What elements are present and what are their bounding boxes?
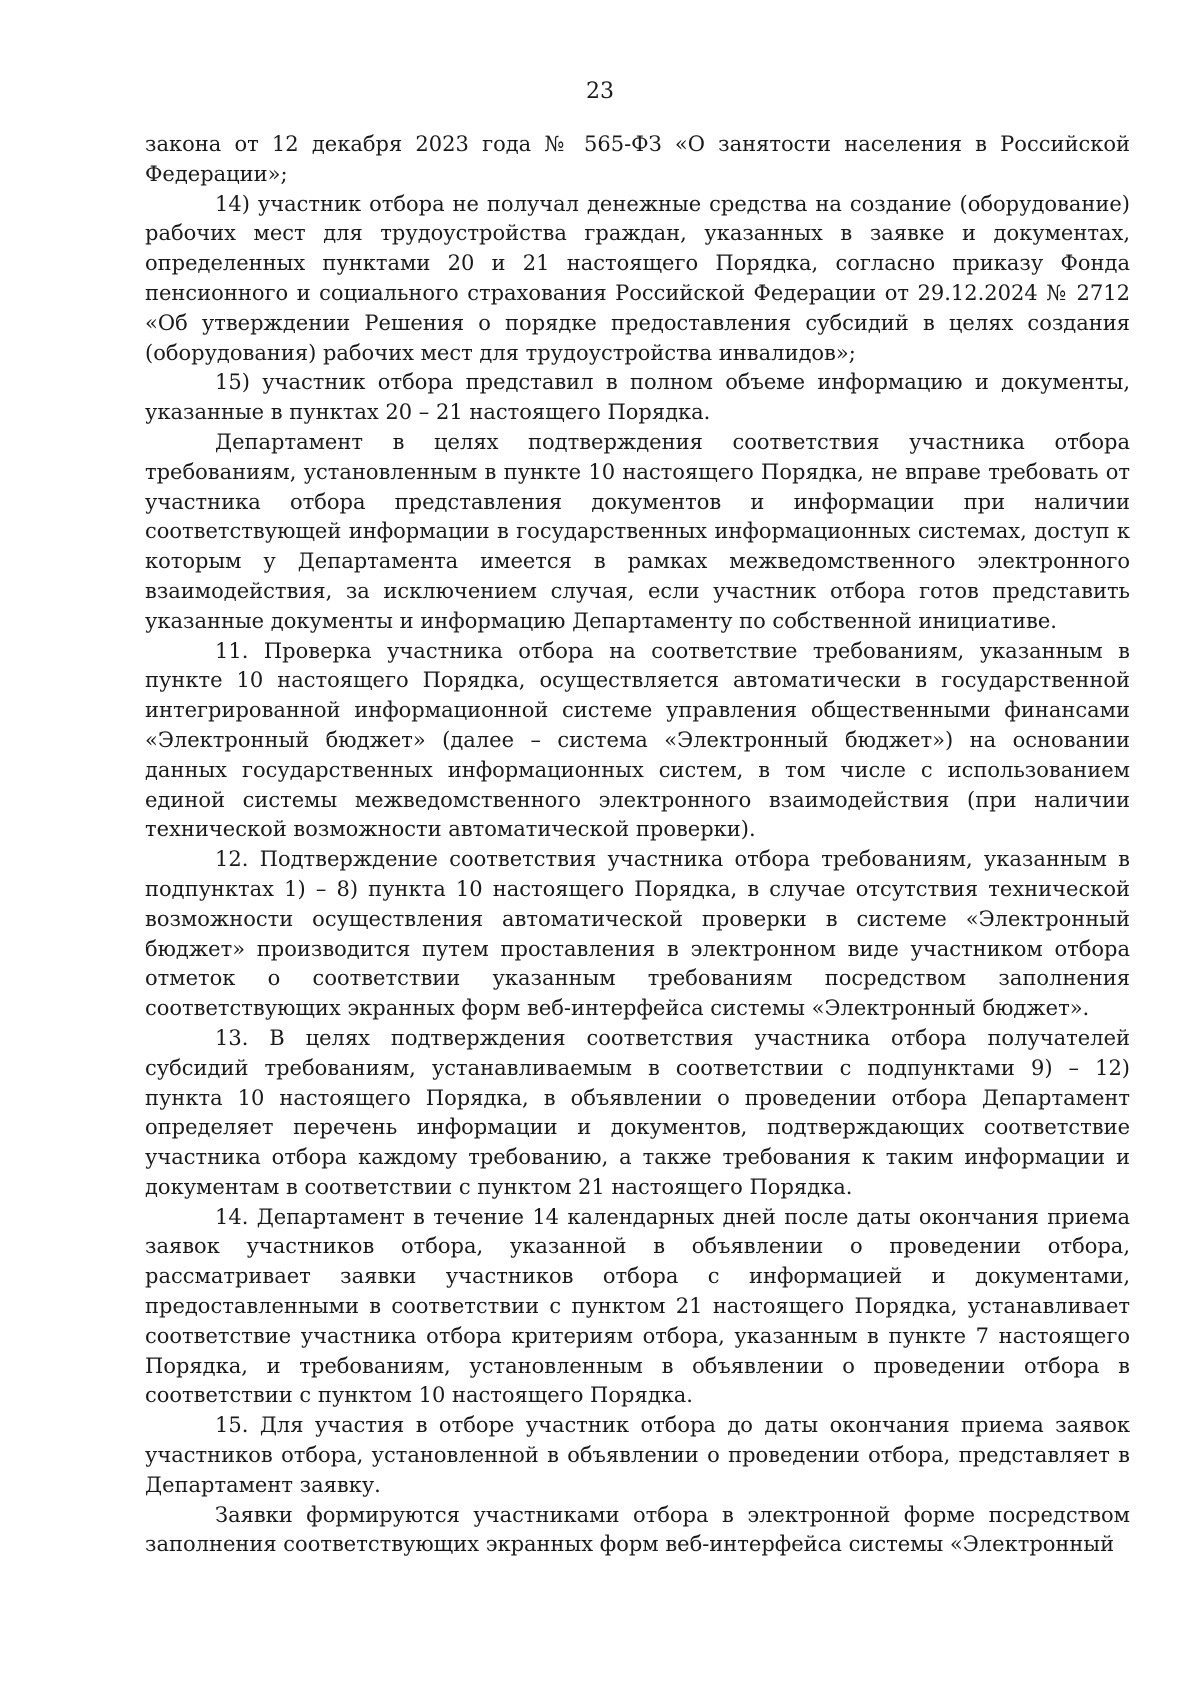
paragraph-clause-12: 12. Подтверждение соответствия участника отбора требованиям, указанным в подпунктах 1) – 8) пункта 10 настоящего Порядка, в случае отсутствия технической возможности осуществления автоматической проверки в системе «Электронный бюджет» производится путем проставления в электронном виде участником отбора отметок о соответствии указанным требованиям посредством заполнения соответствующих экранных форм веб-интерфейса системы «Электронный бюджет». <box>145 847 1130 1021</box>
paragraph-clause-11: 11. Проверка участника отбора на соответствие требованиям, указанным в пункте 10 настоящего Порядка, осуществляется автоматически в государственной интегрированной информационной системе управления общественными финансами «Электронный бюджет» (далее – система «Электронный бюджет») на основании данных государственных информационных систем, в том числе с использованием единой системы межведомственного электронного взаимодействия (при наличии технической возможности автоматической проверки). <box>145 638 1130 842</box>
document-body <box>145 130 1130 1560</box>
paragraph-clause-15: 15. Для участия в отборе участник отбора до даты окончания приема заявок участников отбора, установленной в объявлении о проведении отбора, представляет в Департамент заявку. <box>145 1413 1130 1497</box>
paragraph-law-reference: закона от 12 декабря 2023 года № 565-ФЗ «О занятости населения в Российской Федерации»; <box>145 132 1130 186</box>
paragraph-clause-14: 14. Департамент в течение 14 календарных дней после даты окончания приема заявок участников отбора, указанной в объявлении о проведении отбора, рассматривает заявки участников отбора с информацией и документами, предоставленными в соответствии с пунктом 21 настоящего Порядка, устанавливает соответствие участника отбора критериям отбора, указанным в пункте 7 настоящего Порядка, и требованиям, установленным в объявлении о проведении отбора в соответствии с пунктом 10 настоящего Порядка. <box>145 1204 1130 1408</box>
paragraph-item-15: 15) участник отбора представил в полном объеме информацию и документы, указанные в пунктах 20 – 21 настоящего Порядка. <box>145 370 1130 425</box>
paragraph-item-14: 14) участник отбора не получал денежные средства на создание (оборудование) рабочих мест для трудоустройства граждан, указанных в заявке и документах, определенных пунктами 20 и 21 настоящего Порядка, согласно приказу Фонда пенсионного и социального страхования Российской Федерации от 29.12.2024 № 2712 «Об утверждении Решения о порядке предоставления субсидий в целях создания (оборудования) рабочих мест для трудоустройства инвалидов»; <box>145 191 1130 365</box>
paragraph-clause-13: 13. В целях подтверждения соответствия участника отбора получателей субсидий требованиям, устанавливаемым в соответствии с подпунктами 9) – 12) пункта 10 настоящего Порядка, в объявлении о проведении отбора Департамент определяет перечень информации и документов, подтверждающих соответствие участника отбора каждому требованию, а также требования к таким информации и документам в соответствии с пунктом 21 настоящего Порядка. <box>145 1025 1130 1199</box>
page-number: 23 <box>586 79 614 104</box>
paragraph-applications: Заявки формируются участниками отбора в электронной форме посредством заполнения соответствующих экранных форм веб-интерфейса системы «Электронный <box>145 1502 1130 1557</box>
paragraph-department-requirements: Департамент в целях подтверждения соответствия участника отбора требованиям, установленным в пункте 10 настоящего Порядка, не вправе требовать от участника отбора представления документов и информации при наличии соответствующей информации в государственных информационных системах, доступ к которым у Департамента имеется в рамках межведомственного электронного взаимодействия, за исключением случая, если участник отбора готов представить указанные документы и информацию Департаменту по собственной инициативе. <box>145 429 1130 633</box>
